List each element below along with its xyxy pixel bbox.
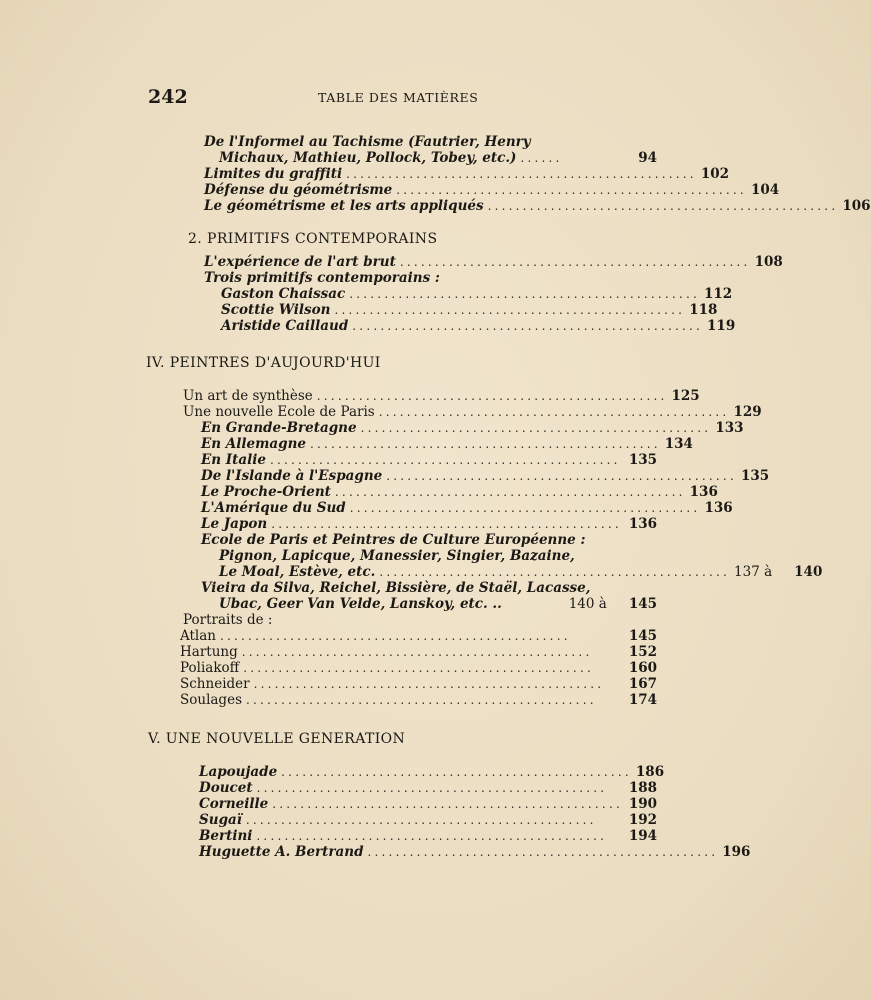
toc-entry: Lapoujade .................................................. 186 [199,764,665,780]
toc-entry: Soulages .................................................. 174 [180,692,657,708]
toc-entry: Sugaï .................................................. 192 [199,812,657,828]
toc-entry: Le Proche-Orient .................................................. 136 [201,484,718,500]
toc-entry: Scottie Wilson .................................................. 118 [221,302,718,318]
toc-entry: En Italie .................................................. 135 [201,452,657,468]
toc-entry: Schneider .................................................. 167 [180,676,657,692]
toc-entry: Gaston Chaissac .................................................. 112 [221,286,733,302]
toc-entry: Le Japon .................................................. 136 [201,516,657,532]
toc-entry: Ecole de Paris et Peintres de Culture Européenne : [201,532,586,548]
section-heading: 2. PRIMITIFS CONTEMPORAINS [188,231,438,247]
toc-entry: L'expérience de l'art brut .................................................. 108 [204,254,783,270]
toc-entry: Vieira da Silva, Reichel, Bissière, de Staël, Lacasse, [201,580,591,596]
toc-entry: L'Amérique du Sud .................................................. 136 [201,500,733,516]
toc-entry: Trois primitifs contemporains : [204,270,440,286]
toc-entry: Le Moal, Estève, etc. .................................................. 137 à 140 [219,564,823,580]
toc-entry: En Grande-Bretagne .................................................. 133 [201,420,744,436]
toc-entry: Limites du graffiti .................................................. 102 [204,166,729,182]
toc-entry: Michaux, Mathieu, Pollock, Tobey, etc.) ...... 94 [219,150,657,166]
chapter-heading: V. UNE NOUVELLE GENERATION [148,731,406,747]
running-head: TABLE DES MATIÈRES [318,90,479,105]
toc-entry: De l'Islande à l'Espagne .................................................. 135 [201,468,770,484]
toc-entry: Doucet .................................................. 188 [199,780,657,796]
toc-entry: Hartung .................................................. 152 [180,644,657,660]
toc-entry: Bertini .................................................. 194 [199,828,657,844]
toc-entry: Défense du géométrisme .................................................. 104 [204,182,780,198]
toc-entry: De l'Informel au Tachisme (Fautrier, Henry [204,134,531,150]
toc-entry: Huguette A. Bertrand .................................................. 196 [199,844,751,860]
toc-entry: Atlan .................................................. 145 [180,628,657,644]
toc-entry: Poliakoff .................................................. 160 [180,660,657,676]
toc-entry: En Allemagne .................................................. 134 [201,436,693,452]
chapter-heading: IV. PEINTRES D'AUJOURD'HUI [146,355,381,371]
toc-entry: Une nouvelle Ecole de Paris .................................................. 129 [183,404,762,420]
toc-entry: Ubac, Geer Van Velde, Lanskoy, etc. .. 140 à 145 [219,596,657,612]
toc-entry: Corneille .................................................. 190 [199,796,657,812]
page-number: 242 [148,86,188,108]
toc-entry: Pignon, Lapicque, Manessier, Singier, Bazaine, [219,548,575,564]
toc-entry: Un art de synthèse .................................................. 125 [183,388,700,404]
toc-entry: Le géométrisme et les arts appliqués .................................................. 106 [204,198,871,214]
toc-entry: Aristide Caillaud .................................................. 119 [221,318,736,334]
toc-entry: Portraits de : [183,612,273,628]
